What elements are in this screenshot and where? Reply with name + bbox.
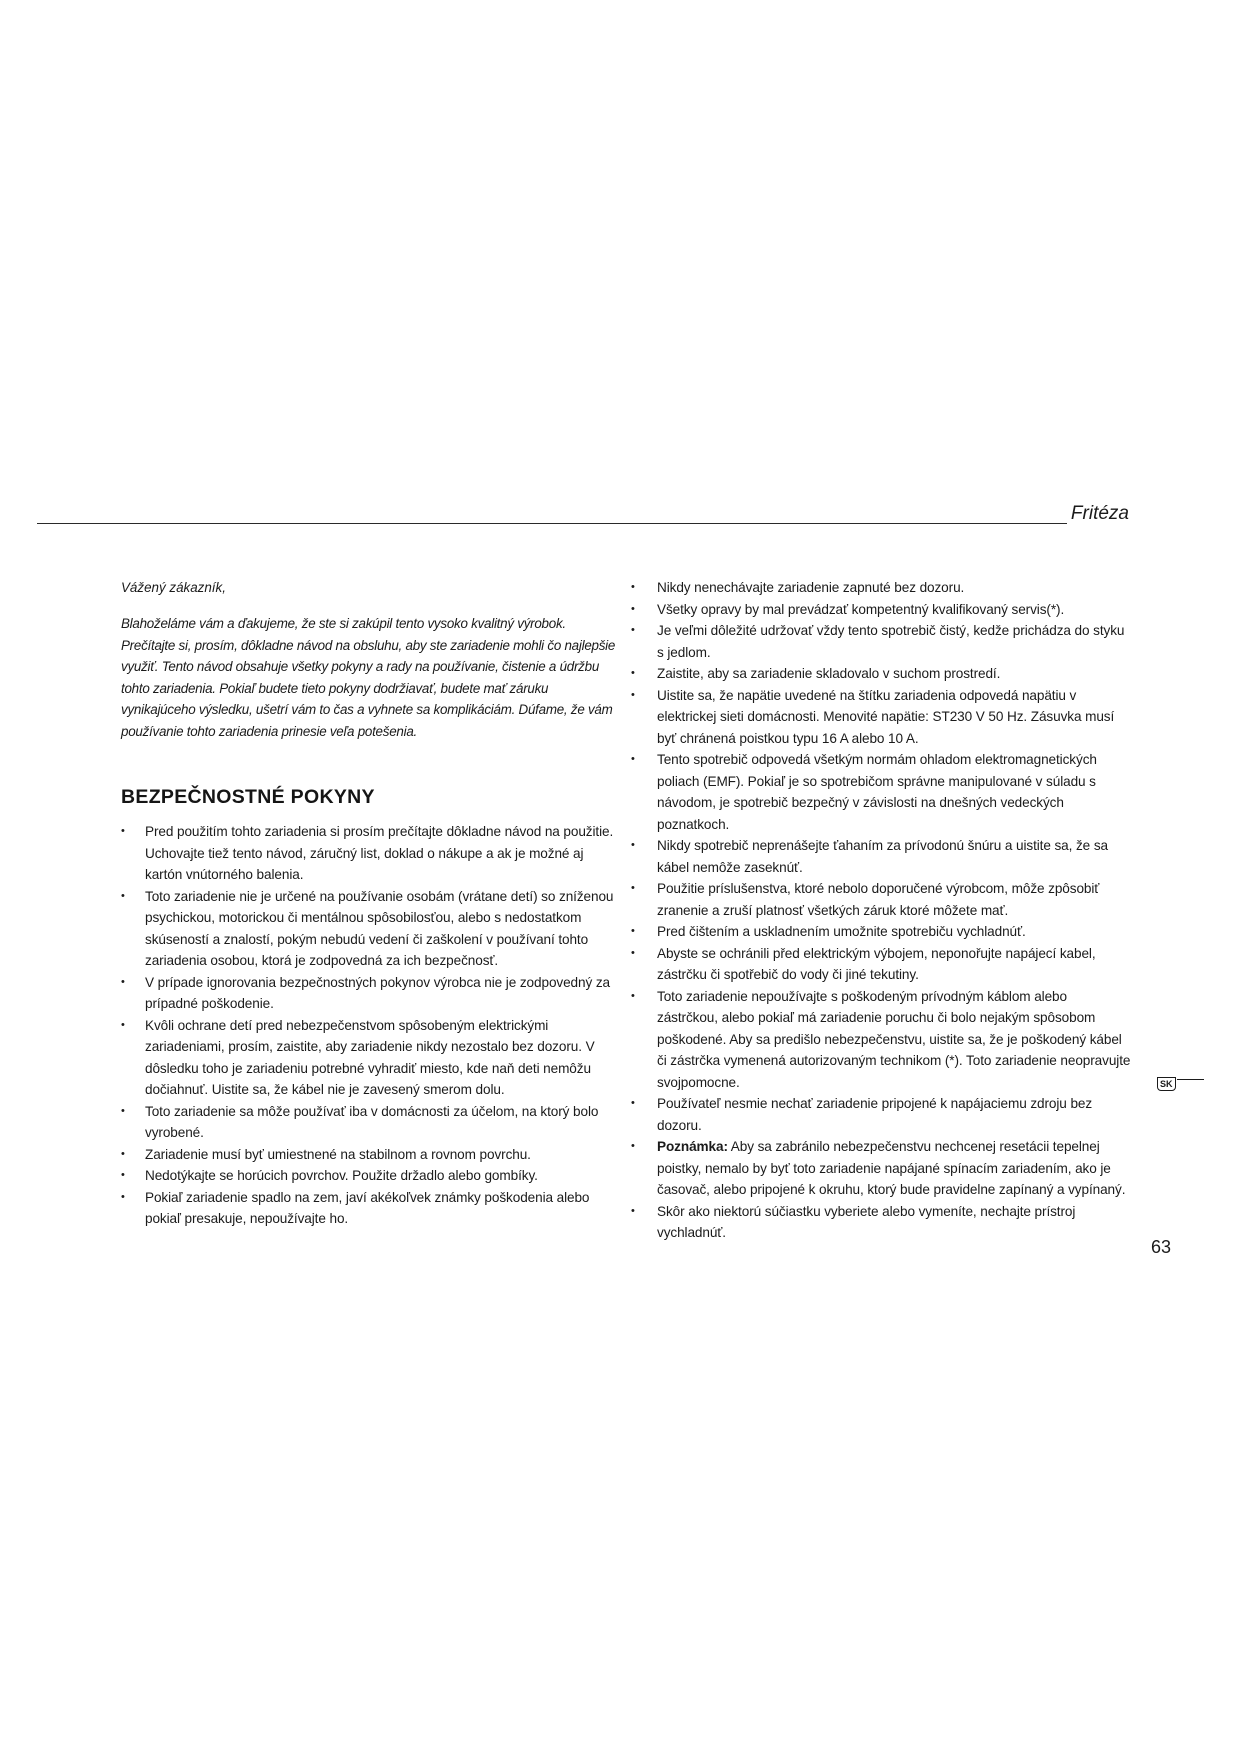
greeting: Vážený zákazník, (121, 580, 226, 595)
left-column (121, 577, 621, 1230)
list-item: • Toto zariadenie nepoužívajte s poškodeným prívodným káblom alebo zástrčkou, alebo pokiaľ má zariadenie poruchu či bolo nejakým spôsobom poškodené. Aby sa predišlo nebezpečenstvu, uistite sa, že je poškodený kábel či zástrčka vymenená autorizovaným technikom (*). Toto zariadenie neopravujte svojpomocne. (631, 986, 1131, 1094)
list-item: • Je veľmi dôležité udržovať vždy tento spotrebič čistý, kedže prichádza do styku s jedlom. (631, 620, 1131, 663)
list-item: • Pred použitím tohto zariadenia si prosím prečítajte dôkladne návod na použitie. Uchovajte tiež tento návod, záručný list, doklad o nákupe a ak je možné aj kartón vnútorného balenia. (121, 821, 621, 886)
note-item (631, 1136, 1131, 1201)
safety-list-right (631, 577, 1131, 1244)
page-title: Fritéza (1070, 503, 1129, 524)
list-item: • Toto zariadenie nie je určené na používanie osobám (vrátane detí) so zníženou psychickou, motorickou či mentálnou spôsobilosťou, alebo s nedostatkom skúseností a znalostí, pokým nebudú vedení či zaškolení v používaní tohto zariadenia osobou, ktorá je zodpovedná za ich bezpečnosť. (121, 886, 621, 972)
safety-list-left (121, 821, 621, 1230)
list-item: • Toto zariadenie sa môže používať iba v domácnosti za účelom, na ktorý bolo vyrobené. (121, 1101, 621, 1144)
list-item: • Nedotýkajte se horúcich povrchov. Použite držadlo alebo gombíky. (121, 1165, 621, 1187)
list-item: • Všetky opravy by mal prevádzať kompetentný kvalifikovaný servis(*). (631, 599, 1131, 621)
list-item: • Zaistite, aby sa zariadenie skladovalo v suchom prostredí. (631, 663, 1131, 685)
list-item: • Používateľ nesmie nechať zariadenie pripojené k napájaciemu zdroju bez dozoru. (631, 1093, 1131, 1136)
intro-paragraph: Blahoželáme vám a ďakujeme, že ste si zakúpil tento vysoko kvalitný výrobok. Prečítajte si, prosím, dôkladne návod na obsluhu, aby ste zariadenie mohli čo najlepšie využiť. Tento návod obsahuje všetky pokyny a rady na používanie, čistenie a údržbu tohto zariadenia. Pokiaľ budete tieto pokyny dodržiavať, budete mať záruku vynikajúceho výsledku, ušetrí vám to čas a vyhnete sa komplikáciám. Dúfame, že vám používanie tohto zariadenia prinesie veľa potešenia. (121, 616, 616, 739)
note-label: Poznámka: (657, 1139, 728, 1154)
section-heading: BEZPEČNOSTNÉ POKYNY (121, 786, 375, 808)
list-item: • Tento spotrebič odpovedá všetkým normám ohladom elektromagnetických poliach (EMF). Pokiaľ je so spotrebičom správne manipulované v súladu s návodom, je spotrebič bezpečný v závislosti na dnešných vedeckých poznatkoch. (631, 749, 1131, 835)
list-item: • Pred čištením a uskladnením umožnite spotrebiču vychladnúť. (631, 921, 1131, 943)
list-item: • Použitie príslušenstva, ktoré nebolo doporučené výrobcom, môže zpôsobiť zranenie a zruší platnosť všetkých záruk ktoré môžete mať. (631, 878, 1131, 921)
list-item: • Zariadenie musí byť umiestnené na stabilnom a rovnom povrchu. (121, 1144, 621, 1166)
page-number: 63 (1151, 1237, 1172, 1257)
header-rule (37, 523, 1067, 524)
language-badge: SK (1157, 1077, 1176, 1091)
language-badge-rule (1177, 1079, 1204, 1080)
list-item: • Abyste se ochránili před elektrickým výbojem, neponořujte napájecí kabel, zástrčku či spotřebič do vody či jiné tekutiny. (631, 943, 1131, 986)
list-item: • V prípade ignorovania bezpečnostných pokynov výrobca nie je zodpovedný za prípadné poškodenie. (121, 972, 621, 1015)
right-column (631, 577, 1131, 1244)
list-item: • Pokiaľ zariadenie spadlo na zem, javí akékoľvek známky poškodenia alebo pokiaľ presakuje, nepoužívajte ho. (121, 1187, 621, 1230)
list-item: • Kvôli ochrane detí pred nebezpečenstvom spôsobeným elektrickými zariadeniami, prosím, zaistite, aby zariadenie nikdy nezostalo bez dozoru. V dôsledku toho je zariadeniu potrebné vyhradiť miesto, kde naň deti nemôžu dočiahnuť. Uistite sa, že kábel nie je zavesený smerom dolu. (121, 1015, 621, 1101)
list-item: • Uistite sa, že napätie uvedené na štítku zariadenia odpovedá napätiu v elektrickej sieti domácnosti. Menovité napätie: ST230 V 50 Hz. Zásuvka musí byť chránená poistkou typu 16 A alebo 10 A. (631, 685, 1131, 750)
list-item: • Skôr ako niektorú súčiastku vyberiete alebo vymeníte, nechajte prístroj vychladnúť. (631, 1201, 1131, 1244)
note-text: Aby sa zabránilo nebezpečenstvu nechcenej resetácii tepelnej poistky, nemalo by byť toto zariadenie napájané spínacím zariadením, ako je časovač, alebo pripojené k okruhu, ktorý bude pravidelne zapínaný a vypínaný. (657, 1139, 1126, 1197)
list-item: • Nikdy spotrebič neprenášejte ťahaním za prívodonú šnúru a uistite sa, že sa kábel nemôže zaseknúť. (631, 835, 1131, 878)
list-item: • Nikdy nenechávajte zariadenie zapnuté bez dozoru. (631, 577, 1131, 599)
